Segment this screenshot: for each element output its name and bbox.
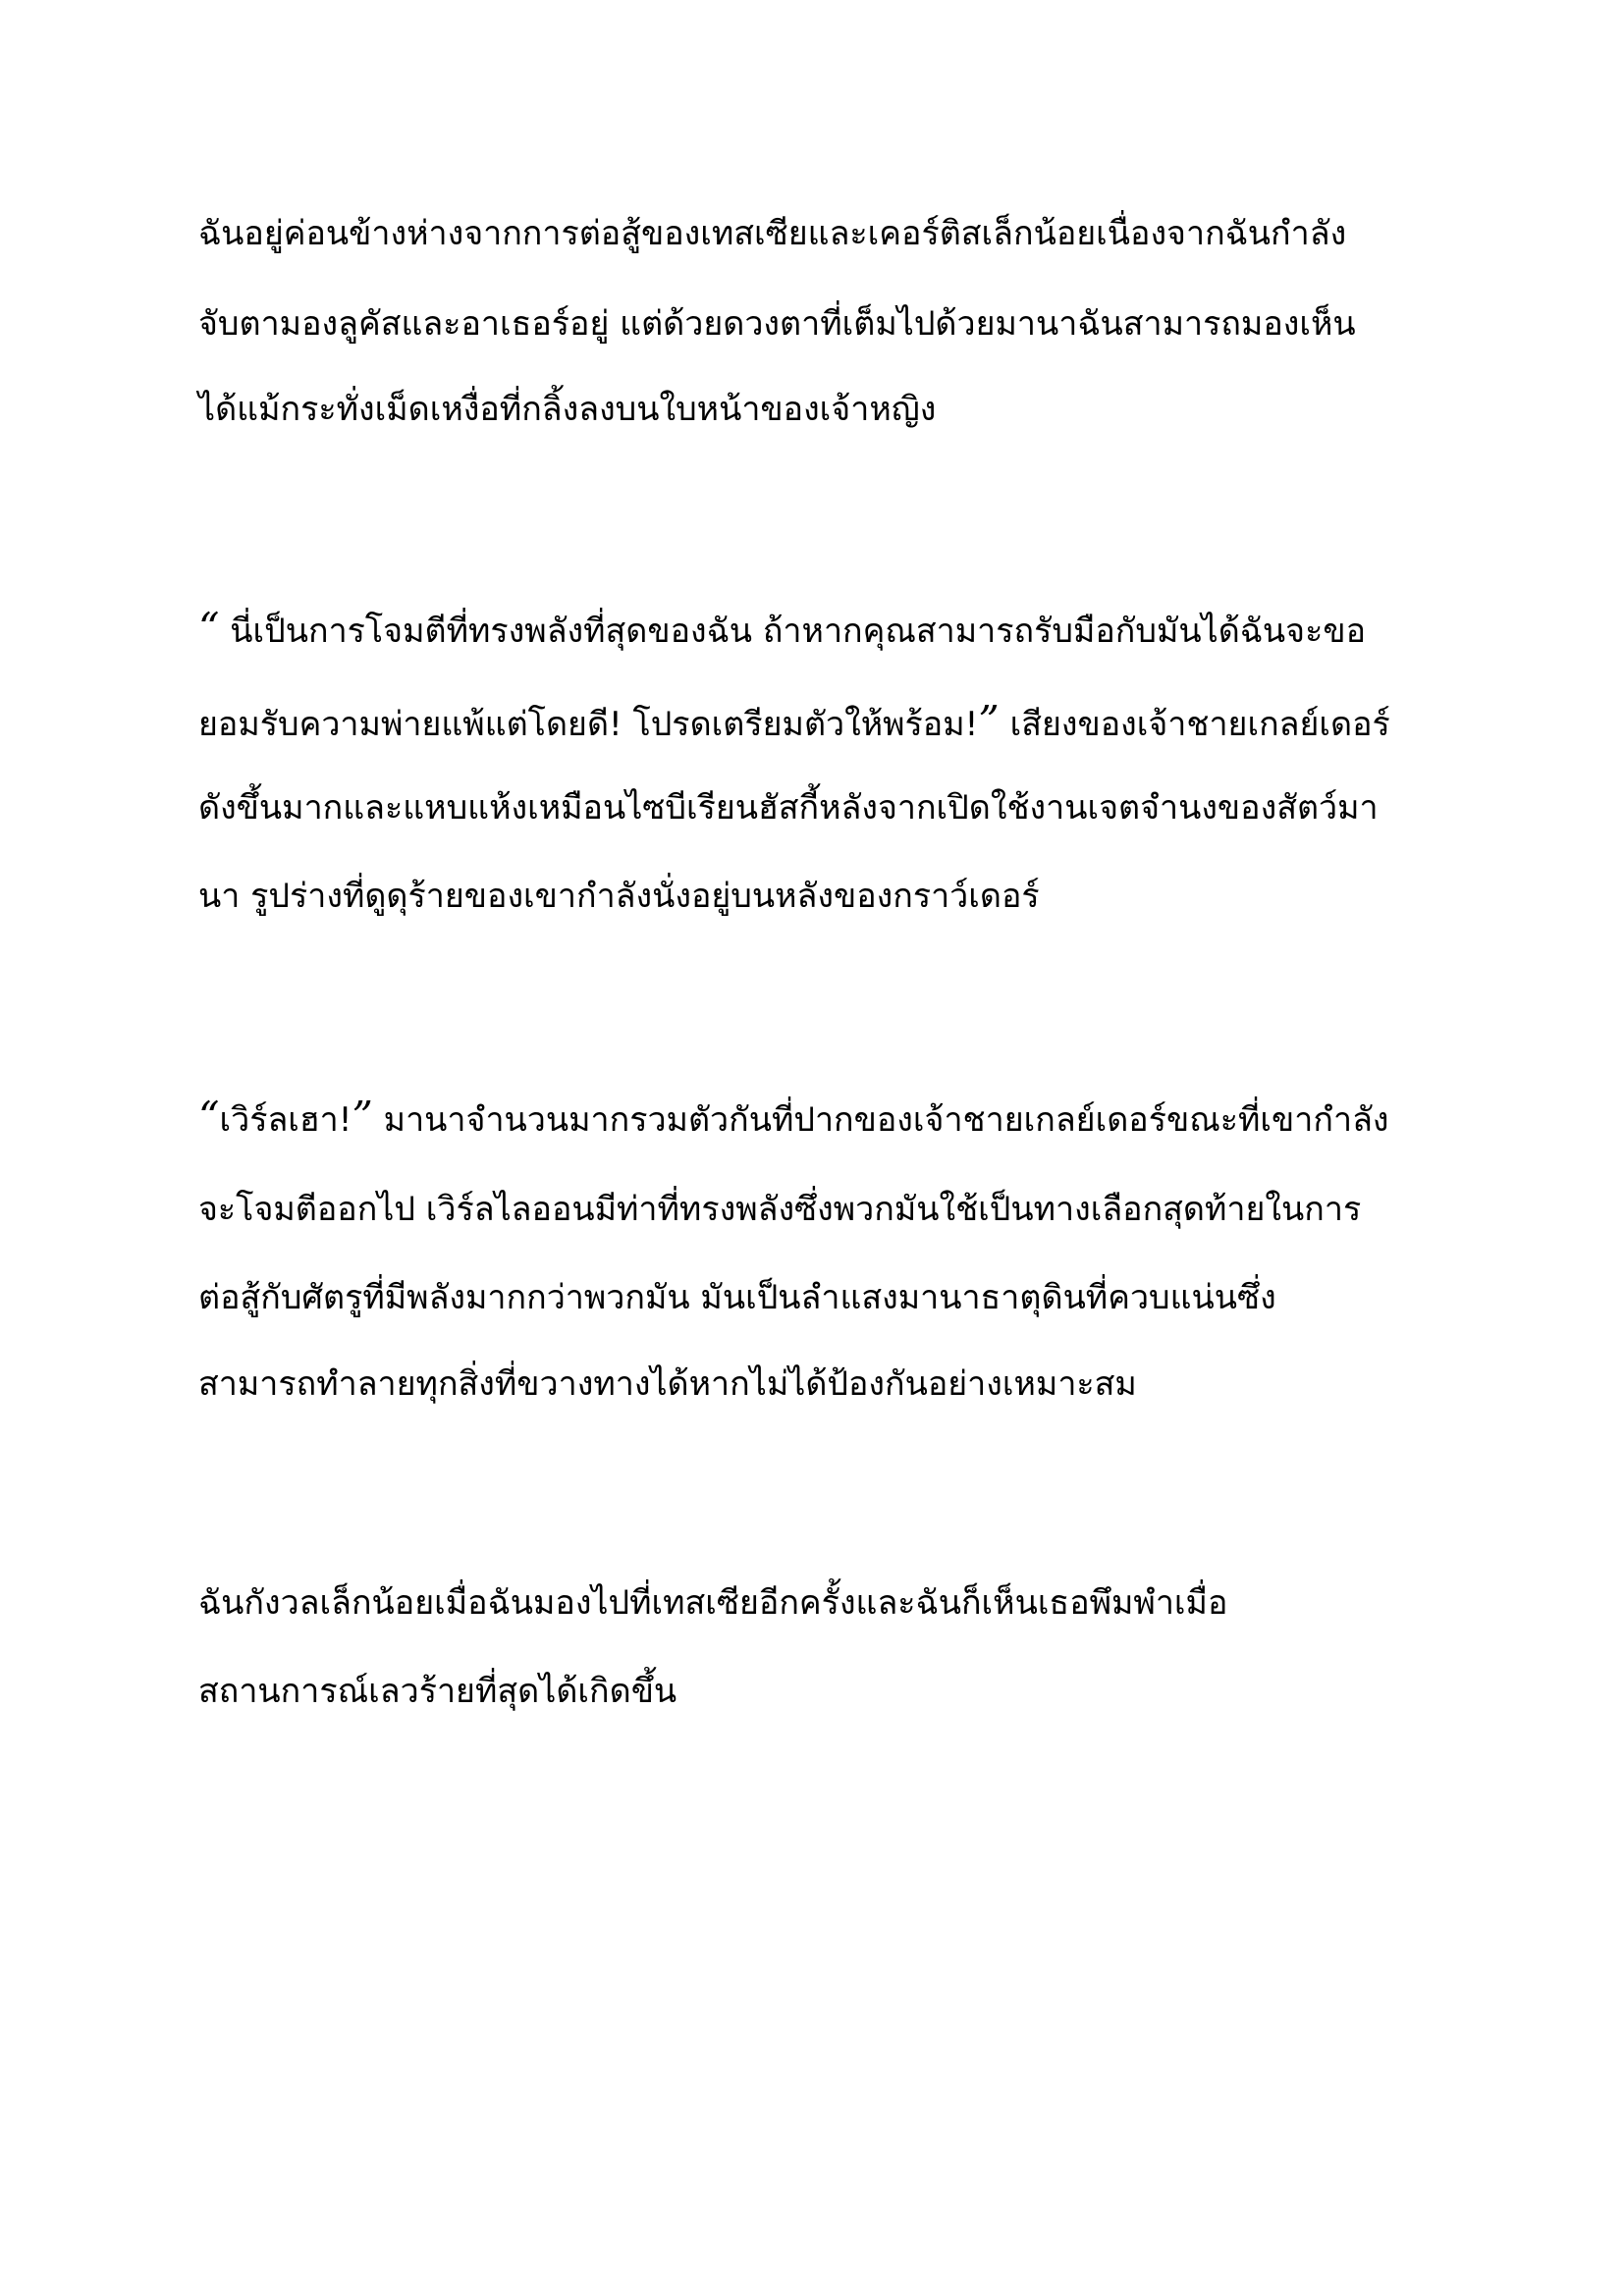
- paragraph-3-line-2: จะโจมตีออกไป เวิร์ลไลออนมีท่าที่ทรงพลังซึ่งพวกมันใช้เป็นทางเลือกสุดท้ายในการ: [198, 1190, 1362, 1229]
- line-text: นี่เป็นการโจมตีที่ทรงพลังที่สุดของฉัน ถ้าหากคุณสามารถรับมือกับมันได้ฉันจะขอ: [219, 612, 1367, 651]
- paragraph-1-line-2: จับตามองลูคัสและอาเธอร์อยู่ แต่ด้วยดวงตาที่เต็มไปด้วยมานาฉันสามารถมองเห็น: [198, 304, 1356, 344]
- line-text: ยอมรับความพ่ายแพ้แต่โดยดี! โปรดเตรียมตัวให้พร้อม!: [198, 705, 979, 744]
- paragraph-4-line-1: ฉันกังวลเล็กน้อยเมื่อฉันมองไปที่เทสเซียอีกครั้งและฉันก็เห็นเธอพึมพำเมื่อ: [198, 1583, 1228, 1623]
- paragraph-2-line-3: ดังขึ้นมากและแหบแห้งเหมือนไซบีเรียนฮัสกี้หลังจากเปิดใช้งานเจตจำนงของสัตว์มา: [198, 788, 1379, 828]
- paragraph-1-line-1: ฉันอยู่ค่อนข้างห่างจากการต่อสู้ของเทสเซียและเคอร์ติสเล็กน้อยเนื่องจากฉันกำลัง: [198, 214, 1347, 253]
- open-quote: “: [198, 1093, 220, 1141]
- close-quote: ”: [352, 1093, 373, 1141]
- line-text: เวิร์ลเฮา!: [219, 1100, 352, 1140]
- paragraph-3-line-1: [198, 1093, 1389, 1141]
- paragraph-2-line-4: นา รูปร่างที่ดูดุร้ายของเขากำลังนั่งอยู่บนหลังของกราว์เดอร์: [198, 877, 1040, 916]
- paragraph-2-line-1: [198, 604, 1367, 652]
- paragraph-4-line-2: สถานการณ์เลวร้ายที่สุดได้เกิดขึ้น: [198, 1672, 677, 1711]
- close-quote: ”: [978, 697, 1000, 745]
- paragraph-3-line-3: ต่อสู้กับศัตรูที่มีพลังมากกว่าพวกมัน มันเป็นลำแสงมานาธาตุดินที่ควบแน่นซึ่ง: [198, 1278, 1276, 1317]
- paragraph-2-line-2: [198, 697, 1390, 745]
- line-text: เสียงของเจ้าชายเกลย์เดอร์: [999, 705, 1390, 744]
- paragraph-3-line-4: สามารถทำลายทุกสิ่งที่ขวางทางได้หากไม่ได้ป้องกันอย่างเหมาะสม: [198, 1364, 1137, 1404]
- paragraph-1-line-3: ได้แม้กระทั่งเม็ดเหงื่อที่กลิ้งลงบนใบหน้าของเจ้าหญิง: [198, 390, 937, 429]
- line-text: มานาจำนวนมากรวมตัวกันที่ปากของเจ้าชายเกลย์เดอร์ขณะที่เขากำลัง: [372, 1100, 1389, 1140]
- open-quote: “: [198, 604, 220, 652]
